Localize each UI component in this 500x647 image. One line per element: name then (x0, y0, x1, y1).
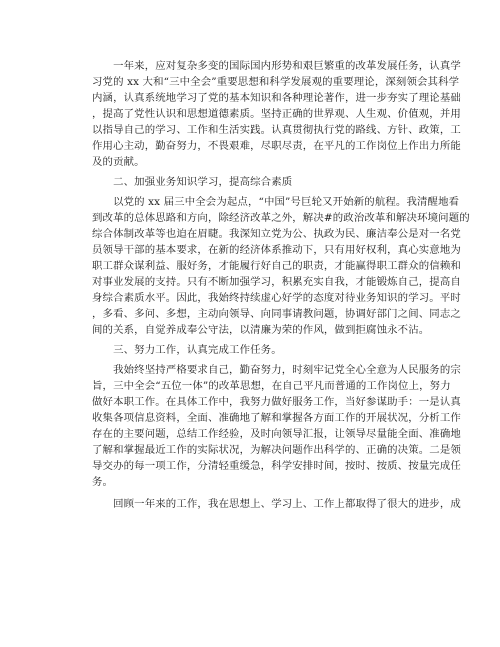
text-line: 员领导干部的基本要求，在新的经济体系推动下，只有用好权利，真心实意地为 (92, 244, 461, 256)
text-line: 到改革的总体思路和方向，除经济改革之外，解决#的政治改革和解决环境问题的 (92, 212, 470, 224)
text-line: 收集各项信息资料，全面、准确地了解和掌握各方面工作的开展状况，分析工作 (92, 412, 461, 424)
text-line: 及的贡献。 (92, 156, 145, 168)
text-line: 旨，三中全会“五位一体”的改革思想，在自己平凡而普通的工作岗位上，努力 (92, 380, 451, 392)
text-line: 存在的主要问题，总结工作经验，及时向领导汇报，让领导尽量能全面、准确地 (92, 428, 461, 440)
text-line: 一年来，应对复杂多变的国际国内形势和艰巨繁重的改革发展任务，认真学 (92, 60, 461, 72)
text-line: 回顾一年来的工作，我在思想上、学习上、工作上都取得了很大的进步，成 (92, 498, 461, 510)
text-line: 对事业发展的支持。只有不断加强学习，积累充实自我，才能锻炼自己，提高自 (92, 276, 461, 288)
text-line: 间的关系，自觉养成奉公守法，以清廉为荣的作风，做到拒腐蚀永不沾。 (92, 324, 430, 336)
paragraph-study (92, 194, 500, 338)
text-line: 职工群众谋利益、服好务，才能履行好自己的职责，才能赢得职工群众的信赖和 (92, 260, 461, 272)
text-line: 务。 (92, 476, 114, 488)
heading-text: 二、加强业务知识学习，提高综合素质 (92, 176, 293, 188)
text-line: 综合体制改革等也迫在眉睫。我深知立党为公、执政为民、廉洁奉公是对一名党 (92, 228, 461, 240)
text-line: 做好本职工作。在具体工作中，我努力做好服务工作，当好参谋助手：一是认真 (92, 396, 461, 408)
text-line: 作用心主动，勤奋努力，不畏艰难，尽职尽责，在平凡的工作岗位上作出力所能 (92, 140, 461, 152)
section-heading-2 (92, 174, 500, 190)
text-line: 身综合素质水平。因此，我始终持续虚心好学的态度对待业务知识的学习。平时 (92, 292, 461, 304)
text-line: 了解和掌握最近工作的实际状况，为解决问题作出科学的、正确的决策。二是领 (92, 444, 461, 456)
heading-text: 三、努力工作，认真完成工作任务。 (92, 344, 282, 356)
section-heading-3 (92, 342, 500, 358)
paragraph-review (92, 496, 500, 512)
text-line: 以指导自己的学习、工作和生活实践。认真贯彻执行党的路线、方针、政策，工 (92, 124, 461, 136)
text-line: 以党的 xx 届三中全会为起点，“中国”号巨轮又开始新的航程。我清醒地看 (92, 196, 460, 208)
paragraph-work (92, 362, 500, 490)
text-line: 习党的 xx 大和“三中全会”重要思想和科学发展观的重要理论，深刻领会其科学 (92, 76, 460, 88)
text-line: 我始终坚持严格要求自己，勤奋努力，时刻牢记党全心全意为人民服务的宗 (92, 364, 461, 376)
text-line: 导交办的每一项工作，分清轻重缓急，科学安排时间，按时、按质、按量完成任 (92, 460, 461, 472)
text-line: ，提高了党性认识和思想道德素质。坚持正确的世界观、人生观、价值观，并用 (92, 108, 461, 120)
text-line: ，多看、多问、多想，主动向领导、向同事请教问题，协调好部门之间、同志之 (92, 308, 461, 320)
paragraph-summary (92, 58, 500, 170)
text-line: 内涵，认真系统地学习了党的基本知识和各种理论著作，进一步夯实了理论基础 (92, 92, 461, 104)
